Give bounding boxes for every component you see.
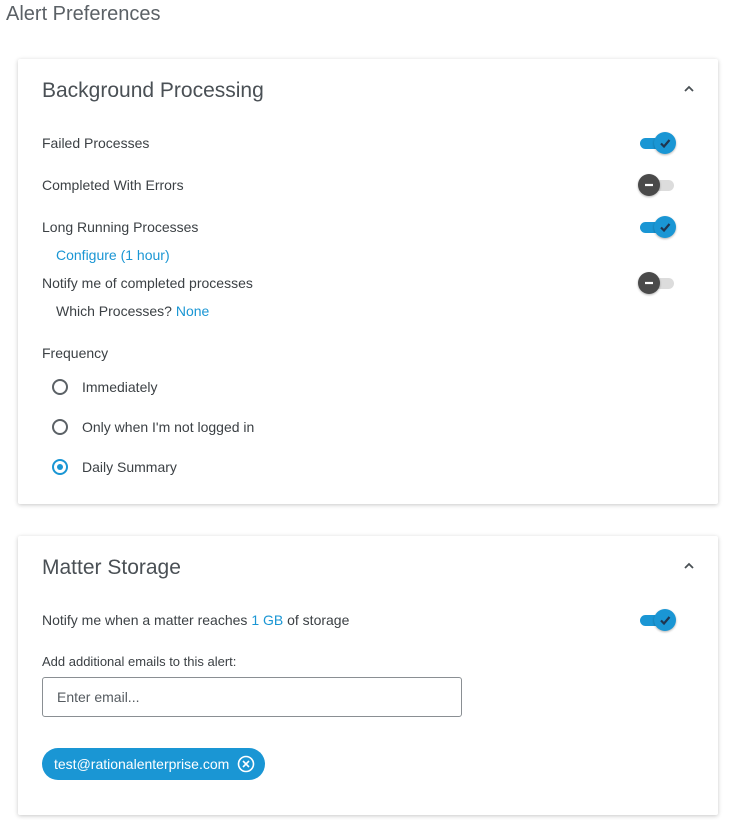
email-chip	[42, 748, 265, 780]
matter-storage-card	[18, 536, 718, 815]
frequency-label: Frequency	[42, 345, 109, 361]
notify-completed-label: Notify me of completed processes	[42, 275, 253, 291]
matter-notify-toggle[interactable]	[638, 609, 676, 631]
which-processes	[56, 303, 209, 319]
minus-icon	[642, 178, 656, 192]
storage-threshold-link[interactable]: 1 GB	[251, 612, 284, 628]
matter-notify-label	[42, 612, 349, 628]
check-icon	[658, 136, 672, 150]
email-chip-label: test@rationalenterprise.com	[54, 756, 230, 772]
email-input[interactable]	[42, 677, 462, 717]
background-processing-card	[18, 59, 718, 504]
toggle-knob	[654, 132, 676, 154]
failed-processes-toggle[interactable]	[638, 132, 676, 154]
remove-chip-button[interactable]	[237, 755, 255, 773]
configure-link[interactable]: Configure (1 hour)	[56, 247, 170, 263]
close-circle-icon	[237, 755, 255, 773]
card-title: Background Processing	[42, 79, 264, 102]
minus-icon	[642, 276, 656, 290]
card-title: Matter Storage	[42, 556, 181, 579]
chevron-up-icon[interactable]	[682, 559, 696, 573]
chevron-up-icon[interactable]	[682, 82, 696, 96]
radio-label: Immediately	[82, 379, 158, 395]
emails-label: Add additional emails to this alert:	[42, 654, 237, 669]
which-processes-label: Which Processes?	[56, 303, 172, 319]
frequency-option-daily-summary[interactable]	[52, 456, 177, 478]
toggle-knob	[654, 609, 676, 631]
toggle-knob	[638, 272, 660, 294]
toggle-knob	[654, 216, 676, 238]
notify-completed-toggle[interactable]	[638, 272, 676, 294]
check-icon	[658, 613, 672, 627]
frequency-option-immediately[interactable]	[52, 376, 157, 398]
which-processes-link[interactable]: None	[175, 303, 210, 319]
matter-notify-prefix: Notify me when a matter reaches	[42, 612, 248, 628]
toggle-knob	[638, 174, 660, 196]
matter-notify-suffix: of storage	[287, 612, 350, 628]
completed-with-errors-label: Completed With Errors	[42, 177, 184, 193]
long-running-label: Long Running Processes	[42, 219, 199, 235]
page-title: Alert Preferences	[6, 3, 161, 25]
frequency-option-not-logged-in[interactable]	[52, 416, 254, 438]
check-icon	[658, 220, 672, 234]
completed-with-errors-toggle[interactable]	[638, 174, 676, 196]
failed-processes-label: Failed Processes	[42, 135, 150, 151]
radio-label: Only when I'm not logged in	[82, 419, 255, 435]
long-running-toggle[interactable]	[638, 216, 676, 238]
radio-button[interactable]	[52, 419, 68, 435]
radio-button[interactable]	[52, 459, 68, 475]
radio-button[interactable]	[52, 379, 68, 395]
radio-label: Daily Summary	[82, 459, 177, 475]
